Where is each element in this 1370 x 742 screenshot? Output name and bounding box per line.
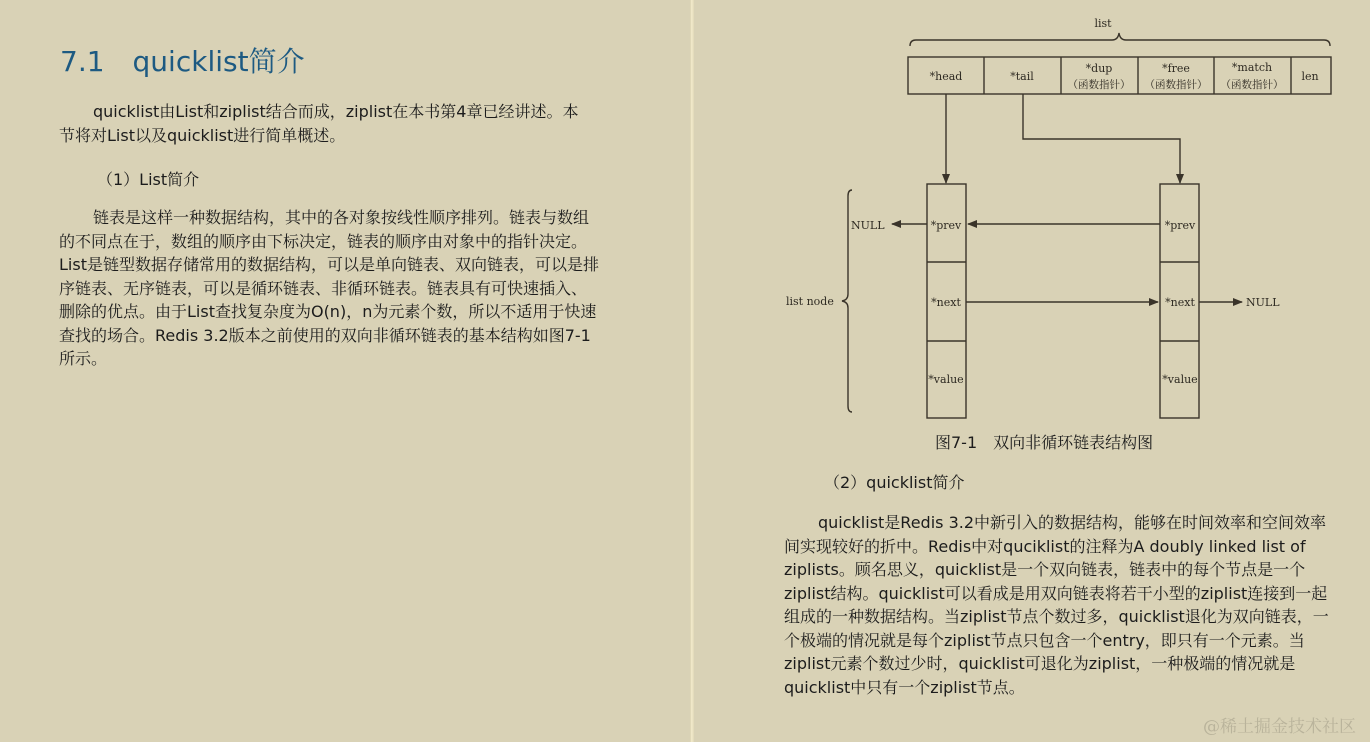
section-title: 7.1 quicklist简介 [60, 45, 305, 78]
field-tail: *tail [1010, 70, 1034, 83]
field-match: *match [1231, 61, 1273, 74]
right-node-value: *value [1162, 373, 1198, 386]
field-len: len [1301, 70, 1319, 83]
right-node-prev: *prev [1164, 219, 1196, 232]
null-right-label: NULL [1246, 296, 1280, 309]
intro-paragraph: quicklist由List和ziplist结合而成，ziplist在本书第4章已经讲述。本节将对List以及quicklist进行简单概述。 [59, 102, 579, 145]
left-node-value: *value [928, 373, 964, 386]
field-head: *head [929, 70, 963, 83]
null-left-label: NULL [851, 219, 885, 232]
list-node-label: list node [786, 295, 834, 308]
field-dup-note: （函数指针） [1067, 79, 1131, 91]
field-free-note: （函数指针） [1144, 79, 1208, 91]
subheading-quicklist-intro: （2）quicklist简介 [824, 473, 965, 492]
quicklist-paragraph: quicklist是Redis 3.2中新引入的数据结构，能够在时间效率和空间效率间实现较好的折中。Redis中对quciklist的注释为A doubly linked list of ziplists。顾名思义，quicklist是一个双向链表，链表中的每个节点是一个ziplist结构。quicklist可以看成是用双向链表将若干小型的ziplist连接到一起组成的一种数据结构。当ziplist节点个数过多，quicklist退化为双向链表，一个极端的情况就是每个ziplist节点只包含一个entry，即只有一个元素。当ziplist元素个数过少时，quicklist可退化为ziplist，一种极端的情况就是quicklist中只有一个ziplist节点。 [784, 513, 1329, 697]
field-free: *free [1162, 62, 1190, 75]
left-node-prev: *prev [930, 219, 962, 232]
list-brace [910, 33, 1330, 46]
figure-caption: 图7-1 双向非循环链表结构图 [935, 433, 1154, 452]
watermark: @稀土掘金技术社区 [1203, 717, 1356, 737]
field-dup: *dup [1085, 62, 1113, 75]
right-node-next: *next [1165, 296, 1195, 309]
subheading-list-intro: （1）List简介 [97, 170, 200, 189]
field-match-note: （函数指针） [1220, 79, 1284, 91]
left-node-next: *next [931, 296, 961, 309]
list-label: list [1094, 17, 1112, 30]
list-paragraph: 链表是这样一种数据结构，其中的各对象按线性顺序排列。链表与数组的不同点在于，数组的顺序由下标决定，链表的顺序由对象中的指针决定。List是链型数据存储常用的数据结构，可以是单向链表、双向链表，可以是排序链表、无序链表，可以是循环链表、非循环链表。链表具有可快速插入、删除的优点。由于List查找复杂度为O(n)，n为元素个数，所以不适用于快速查找的场合。Redis 3.2版本之前使用的双向非循环链表的基本结构如图7-1所示。 [59, 208, 599, 368]
